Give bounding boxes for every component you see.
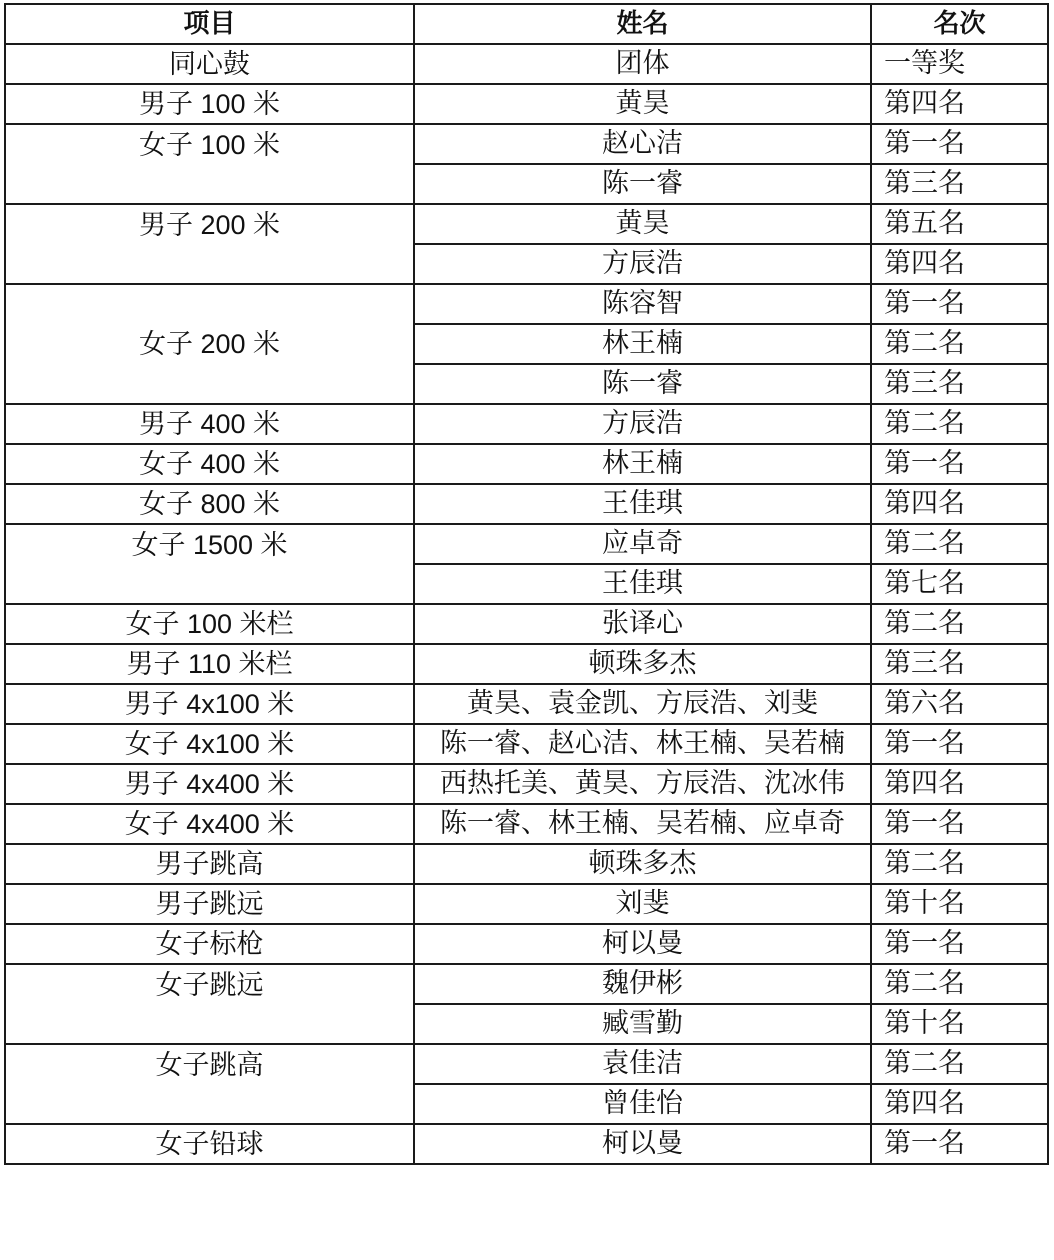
- table-row: [5, 444, 1048, 484]
- name-cell: 顿珠多杰: [414, 644, 871, 684]
- header-row: [5, 4, 1048, 44]
- event-cell: 同心鼓: [5, 44, 414, 84]
- name-cell: 臧雪勤: [414, 1004, 871, 1044]
- table-row: [5, 124, 1048, 164]
- name-cell: 方辰浩: [414, 404, 871, 444]
- name-cell: 黄昊、袁金凯、方辰浩、刘斐: [414, 684, 871, 724]
- event-cell: 女子 200 米: [5, 284, 414, 404]
- rank-cell: 第一名: [871, 124, 1048, 164]
- name-cell: 刘斐: [414, 884, 871, 924]
- table-row: [5, 1124, 1048, 1164]
- rank-cell: 第一名: [871, 724, 1048, 764]
- name-cell: 陈一睿: [414, 164, 871, 204]
- event-cell: 男子 4x100 米: [5, 684, 414, 724]
- event-cell: 男子 4x400 米: [5, 764, 414, 804]
- rank-cell: 第二名: [871, 524, 1048, 564]
- event-cell: 男子跳高: [5, 844, 414, 884]
- table-row: [5, 604, 1048, 644]
- table-row: [5, 724, 1048, 764]
- event-cell: 男子 400 米: [5, 404, 414, 444]
- results-sheet: [4, 3, 1047, 1165]
- table-row: [5, 844, 1048, 884]
- rank-cell: 第一名: [871, 924, 1048, 964]
- table-row: [5, 644, 1048, 684]
- name-cell: 柯以曼: [414, 924, 871, 964]
- rank-cell: 第二名: [871, 964, 1048, 1004]
- rank-cell: 第二名: [871, 1044, 1048, 1084]
- rank-cell: 第三名: [871, 644, 1048, 684]
- event-cell: 女子 4x100 米: [5, 724, 414, 764]
- name-cell: 王佳琪: [414, 564, 871, 604]
- table-row: [5, 524, 1048, 564]
- name-cell: 应卓奇: [414, 524, 871, 564]
- table-header: [5, 4, 1048, 44]
- name-cell: 张译心: [414, 604, 871, 644]
- rank-cell: 第四名: [871, 84, 1048, 124]
- name-cell: 林王楠: [414, 444, 871, 484]
- event-cell: 女子铅球: [5, 1124, 414, 1164]
- table-row: [5, 1044, 1048, 1084]
- name-cell: 陈一睿: [414, 364, 871, 404]
- rank-cell: 第四名: [871, 1084, 1048, 1124]
- event-cell: 女子标枪: [5, 924, 414, 964]
- rank-cell: 第五名: [871, 204, 1048, 244]
- rank-cell: 第一名: [871, 1124, 1048, 1164]
- rank-cell: 第三名: [871, 164, 1048, 204]
- table-row: [5, 964, 1048, 1004]
- name-cell: 赵心洁: [414, 124, 871, 164]
- table-row: [5, 404, 1048, 444]
- event-cell: 女子 1500 米: [5, 524, 414, 604]
- rank-cell: 第十名: [871, 884, 1048, 924]
- rank-cell: 第三名: [871, 364, 1048, 404]
- table-row: [5, 484, 1048, 524]
- table-row: [5, 884, 1048, 924]
- table-row: [5, 84, 1048, 124]
- name-cell: 魏伊彬: [414, 964, 871, 1004]
- name-cell: 林王楠: [414, 324, 871, 364]
- rank-cell: 第二名: [871, 324, 1048, 364]
- name-cell: 袁佳洁: [414, 1044, 871, 1084]
- event-cell: 女子 100 米栏: [5, 604, 414, 644]
- table-row: [5, 804, 1048, 844]
- event-cell: 男子 100 米: [5, 84, 414, 124]
- event-cell: 男子 200 米: [5, 204, 414, 284]
- event-cell: 女子 400 米: [5, 444, 414, 484]
- rank-cell: 第六名: [871, 684, 1048, 724]
- rank-cell: 第四名: [871, 244, 1048, 284]
- header-event: 项目: [5, 4, 414, 44]
- header-name: 姓名: [414, 4, 871, 44]
- table-row: [5, 284, 1048, 324]
- table-row: [5, 204, 1048, 244]
- rank-cell: 第二名: [871, 844, 1048, 884]
- rank-cell: 第一名: [871, 284, 1048, 324]
- name-cell: 曾佳怡: [414, 1084, 871, 1124]
- name-cell: 王佳琪: [414, 484, 871, 524]
- rank-cell: 第一名: [871, 804, 1048, 844]
- rank-cell: 第一名: [871, 444, 1048, 484]
- event-cell: 男子 110 米栏: [5, 644, 414, 684]
- rank-cell: 第四名: [871, 484, 1048, 524]
- rank-cell: 第二名: [871, 604, 1048, 644]
- name-cell: 陈一睿、赵心洁、林王楠、吴若楠: [414, 724, 871, 764]
- event-cell: 男子跳远: [5, 884, 414, 924]
- results-table: [4, 3, 1049, 1165]
- name-cell: 陈一睿、林王楠、吴若楠、应卓奇: [414, 804, 871, 844]
- name-cell: 方辰浩: [414, 244, 871, 284]
- event-cell: 女子 100 米: [5, 124, 414, 204]
- rank-cell: 第十名: [871, 1004, 1048, 1044]
- name-cell: 黄昊: [414, 204, 871, 244]
- event-cell: 女子跳远: [5, 964, 414, 1044]
- name-cell: 团体: [414, 44, 871, 84]
- table-row: [5, 684, 1048, 724]
- table-body: [5, 44, 1048, 1164]
- table-row: [5, 924, 1048, 964]
- name-cell: 陈容智: [414, 284, 871, 324]
- rank-cell: 第七名: [871, 564, 1048, 604]
- event-cell: 女子跳高: [5, 1044, 414, 1124]
- rank-cell: 一等奖: [871, 44, 1048, 84]
- rank-cell: 第四名: [871, 764, 1048, 804]
- header-rank: 名次: [871, 4, 1048, 44]
- name-cell: 柯以曼: [414, 1124, 871, 1164]
- event-cell: 女子 800 米: [5, 484, 414, 524]
- table-row: [5, 764, 1048, 804]
- event-cell: 女子 4x400 米: [5, 804, 414, 844]
- rank-cell: 第二名: [871, 404, 1048, 444]
- name-cell: 黄昊: [414, 84, 871, 124]
- name-cell: 西热托美、黄昊、方辰浩、沈冰伟: [414, 764, 871, 804]
- table-row: [5, 44, 1048, 84]
- name-cell: 顿珠多杰: [414, 844, 871, 884]
